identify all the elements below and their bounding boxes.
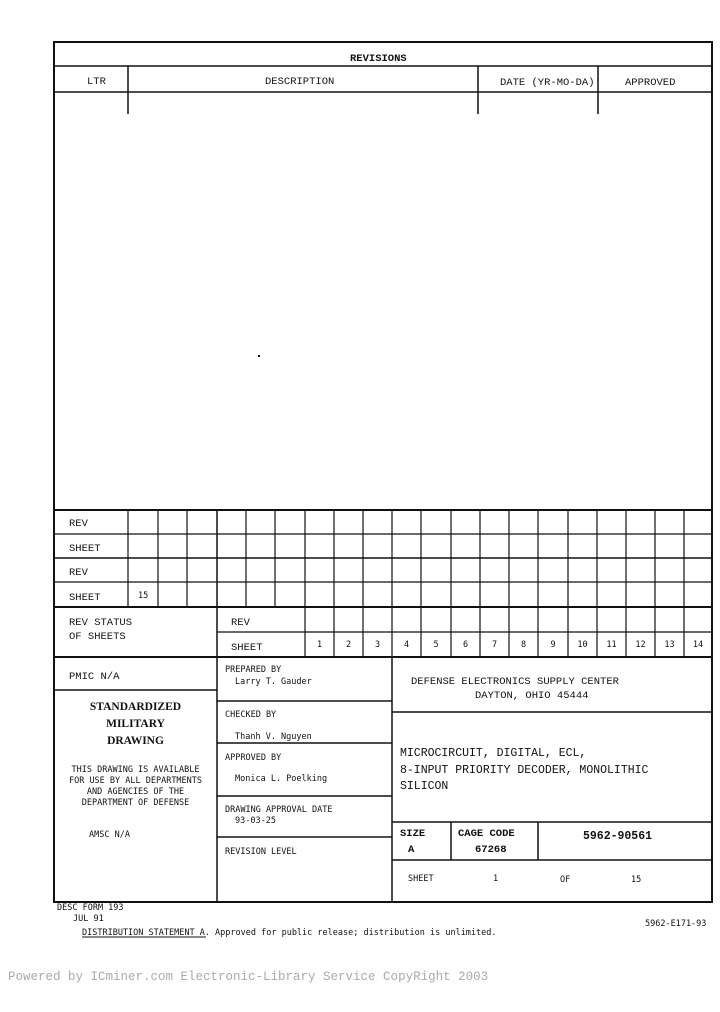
size-value: A xyxy=(408,844,415,856)
of-value: 15 xyxy=(631,875,642,885)
sheet-label-row4: SHEET xyxy=(69,592,101,604)
sheet-label: SHEET xyxy=(408,874,434,884)
prepared-name: Larry T. Gauder xyxy=(235,677,312,687)
sheet-number-9: 9 xyxy=(550,640,556,650)
avail-line4: DEPARTMENT OF DEFENSE xyxy=(81,798,190,808)
rev-status-rev: REV xyxy=(231,617,250,629)
row4-sheet-15: 15 xyxy=(138,591,149,601)
approved-label: APPROVED BY xyxy=(225,753,282,763)
revision-level-label: REVISION LEVEL xyxy=(225,847,297,857)
avail-line1: THIS DRAWING IS AVAILABLE xyxy=(71,765,200,775)
distribution-statement-label: DISTRIBUTION STATEMENT A. xyxy=(82,928,210,938)
desc-form-date: JUL 91 xyxy=(73,914,104,924)
drawing-number: 5962-90561 xyxy=(583,830,653,843)
sheet-number-3: 3 xyxy=(374,640,381,650)
sheet-number-12: 12 xyxy=(635,640,646,650)
col-description: DESCRIPTION xyxy=(265,76,335,88)
sheet-number-11: 11 xyxy=(606,640,617,650)
approval-date-label: DRAWING APPROVAL DATE xyxy=(225,805,333,815)
sheet-number-6: 6 xyxy=(462,640,469,650)
watermark: Powered by ICminer.com Electronic-Library Service CopyRight 2003 xyxy=(8,970,489,984)
prepared-label: PREPARED BY xyxy=(225,665,282,675)
of-sheets-label: OF SHEETS xyxy=(69,631,126,643)
sheet-number-10: 10 xyxy=(577,640,588,650)
approved-name: Monica L. Poelking xyxy=(235,774,328,784)
distribution-statement xyxy=(82,929,497,938)
standardized-line3: DRAWING xyxy=(107,735,164,747)
cage-label: CAGE CODE xyxy=(458,828,515,840)
distribution-statement-text: Approved for public release; distribution is unlimited. xyxy=(209,928,497,938)
amsc: AMSC N/A xyxy=(89,830,130,840)
avail-line2: FOR USE BY ALL DEPARTMENTS xyxy=(68,776,203,786)
rev-status-sheet: SHEET xyxy=(231,642,263,654)
standardized-line2: MILITARY xyxy=(106,718,165,730)
sheet-value: 1 xyxy=(493,874,499,884)
col-date: DATE (YR-MO-DA) xyxy=(500,77,595,89)
sheet-number-7: 7 xyxy=(491,640,498,650)
title-line2: 8-INPUT PRIORITY DECODER, MONOLITHIC xyxy=(400,764,649,777)
avail-line3: AND AGENCIES OF THE xyxy=(86,787,185,797)
title-line1: MICROCIRCUIT, DIGITAL, ECL, xyxy=(400,747,587,760)
sheet-number-5: 5 xyxy=(433,640,439,650)
size-label: SIZE xyxy=(400,828,426,840)
center-city: DAYTON, OHIO 45444 xyxy=(475,690,589,702)
rev-status-label: REV STATUS xyxy=(69,617,133,629)
standardized-line1: STANDARDIZED xyxy=(89,701,182,713)
sheet-number-13: 13 xyxy=(664,640,675,650)
checked-label: CHECKED BY xyxy=(225,710,277,720)
of-label: OF xyxy=(560,875,571,885)
title-line3: SILICON xyxy=(400,780,449,793)
checked-name: Thanh V. Nguyen xyxy=(235,732,312,742)
sheet-label-row2: SHEET xyxy=(69,543,101,555)
rev-label-row3: REV xyxy=(69,567,88,579)
sheet-number-2: 2 xyxy=(345,640,352,650)
cage-value: 67268 xyxy=(475,844,507,856)
approval-date-value: 93-03-25 xyxy=(235,816,276,826)
sheet-number-4: 4 xyxy=(403,640,410,650)
rev-label-row1: REV xyxy=(69,518,88,530)
sheet-number-14: 14 xyxy=(692,640,704,650)
revisions-title: REVISIONS xyxy=(350,53,407,65)
sheet-number-8: 8 xyxy=(520,640,527,650)
document-code: 5962-E171-93 xyxy=(645,919,707,929)
desc-form: DESC FORM 193 xyxy=(57,903,124,913)
col-ltr: LTR xyxy=(87,76,106,88)
pmic: PMIC N/A xyxy=(69,671,120,683)
sheet-number-1: 1 xyxy=(316,640,323,650)
center-name: DEFENSE ELECTRONICS SUPPLY CENTER xyxy=(411,676,619,688)
col-approved: APPROVED xyxy=(625,77,676,89)
